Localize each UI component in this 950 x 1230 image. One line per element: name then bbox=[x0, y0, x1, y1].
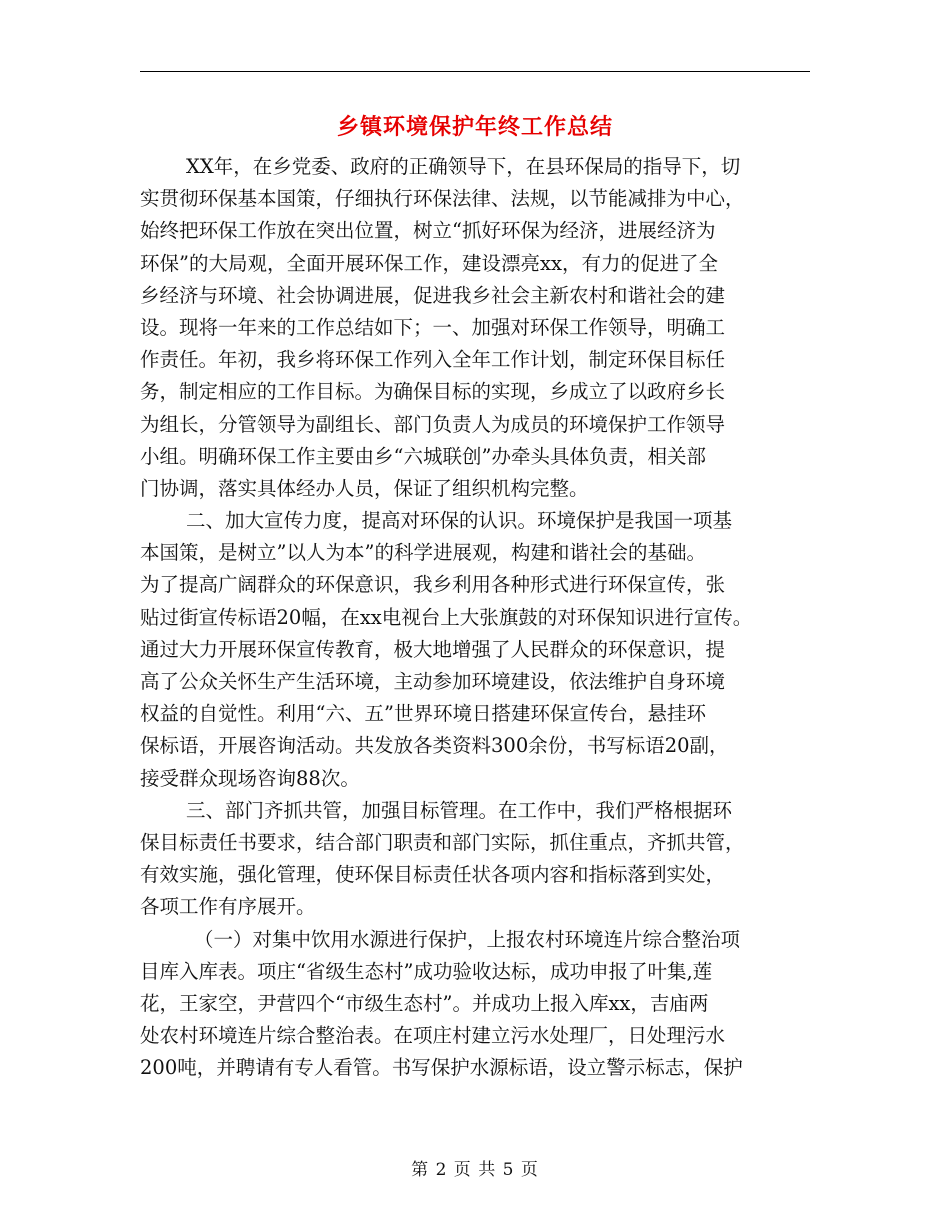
text-line: 权益的自觉性。利用“六、五”世界环境日搭建环保宣传台，悬挂环 bbox=[140, 702, 706, 726]
text-line: XX年，在乡党委、政府的正确领导下，在县环保局的指导下，切 bbox=[186, 155, 741, 178]
text-line: 门协调，落实具体经办人员，保证了组织机构完整。 bbox=[140, 476, 589, 500]
text-line: 有效实施，强化管理，使环保目标责任状各项内容和指标落到实处， bbox=[140, 863, 726, 887]
page-indicator: 第 2 页 共 5 页 bbox=[411, 1160, 539, 1180]
text-line: 为组长，分管领导为副组长、部门负责人为成员的环境保护工作领导 bbox=[140, 412, 726, 436]
text-line: 各项工作有序展开。 bbox=[140, 895, 316, 919]
text-line: 作责任。年初，我乡将环保工作列入全年工作计划，制定环保目标任 bbox=[140, 348, 726, 372]
text-line: 始终把环保工作放在突出位置，树立“抓好环保为经济，进展经济为 bbox=[140, 219, 716, 243]
text-line: 保标语，开展咨询活动。共发放各类资料300余份，书写标语20副， bbox=[140, 734, 729, 758]
header-rule bbox=[140, 71, 810, 72]
text-line: （一）对集中饮用水源进行保护，上报农村环境连片综合整治项 bbox=[194, 927, 741, 951]
text-line: 三、部门齐抓共管，加强目标管理。在工作中，我们严格根据环 bbox=[186, 798, 733, 822]
text-line: 高了公众关怀生产生活环境，主动参加环境建设，依法维护自身环境 bbox=[140, 670, 726, 693]
text-line: 处农村环境连片综合整治表。在项庄村建立污水处理厂，日处理污水 bbox=[140, 1024, 726, 1048]
text-line: 小组。明确环保工作主要由乡“六城联创”办牵头具体负责，相关部 bbox=[140, 444, 706, 468]
text-line: 乡经济与环境、社会协调进展，促进我乡社会主新农村和谐社会的建 bbox=[140, 283, 726, 307]
text-line: 务，制定相应的工作目标。为确保目标的实现，乡成立了以政府乡长 bbox=[140, 380, 726, 404]
text-line: 接受群众现场咨询88次。 bbox=[140, 766, 360, 790]
text-line: 花，王家空，尹营四个“市级生态村”。并成功上报入库xx，吉庙两 bbox=[140, 991, 709, 1015]
document-body bbox=[140, 151, 830, 1084]
text-line: 保目标责任书要求，结合部门职责和部门实际，抓住重点，齐抓共管， bbox=[140, 830, 745, 854]
text-line: 实贯彻环保基本国策，仔细执行环保法律、法规，以节能减排为中心， bbox=[140, 187, 745, 211]
text-line: 200吨，并聘请有专人看管。书写保护水源标语，设立警示标志，保护 bbox=[140, 1056, 743, 1080]
text-line: 二、加大宣传力度，提高对环保的认识。环境保护是我国一项基 bbox=[186, 509, 733, 533]
text-line: 通过大力开展环保宣传教育，极大地增强了人民群众的环保意识，提 bbox=[140, 637, 726, 661]
text-line: 本国策，是树立”以人为本”的科学进展观，构建和谐社会的基础。 bbox=[140, 541, 706, 565]
text-line: 环保”的大局观，全面开展环保工作，建设漂亮xx，有力的促进了全 bbox=[140, 251, 718, 275]
text-line: 目库入库表。项庄“省级生态村”成功验收达标，成功申报了叶集,莲 bbox=[140, 959, 713, 983]
text-line: 设。现将一年来的工作总结如下；一、加强对环保工作领导，明确工 bbox=[140, 315, 726, 339]
text-line: 贴过街宣传标语20幅，在xx电视台上大张旗鼓的对环保知识进行宣传。 bbox=[140, 605, 753, 629]
document-title: 乡镇环境保护年终工作总结 bbox=[336, 115, 613, 140]
text-line: 为了提高广阔群众的环保意识，我乡利用各种形式进行环保宣传，张 bbox=[140, 573, 726, 597]
